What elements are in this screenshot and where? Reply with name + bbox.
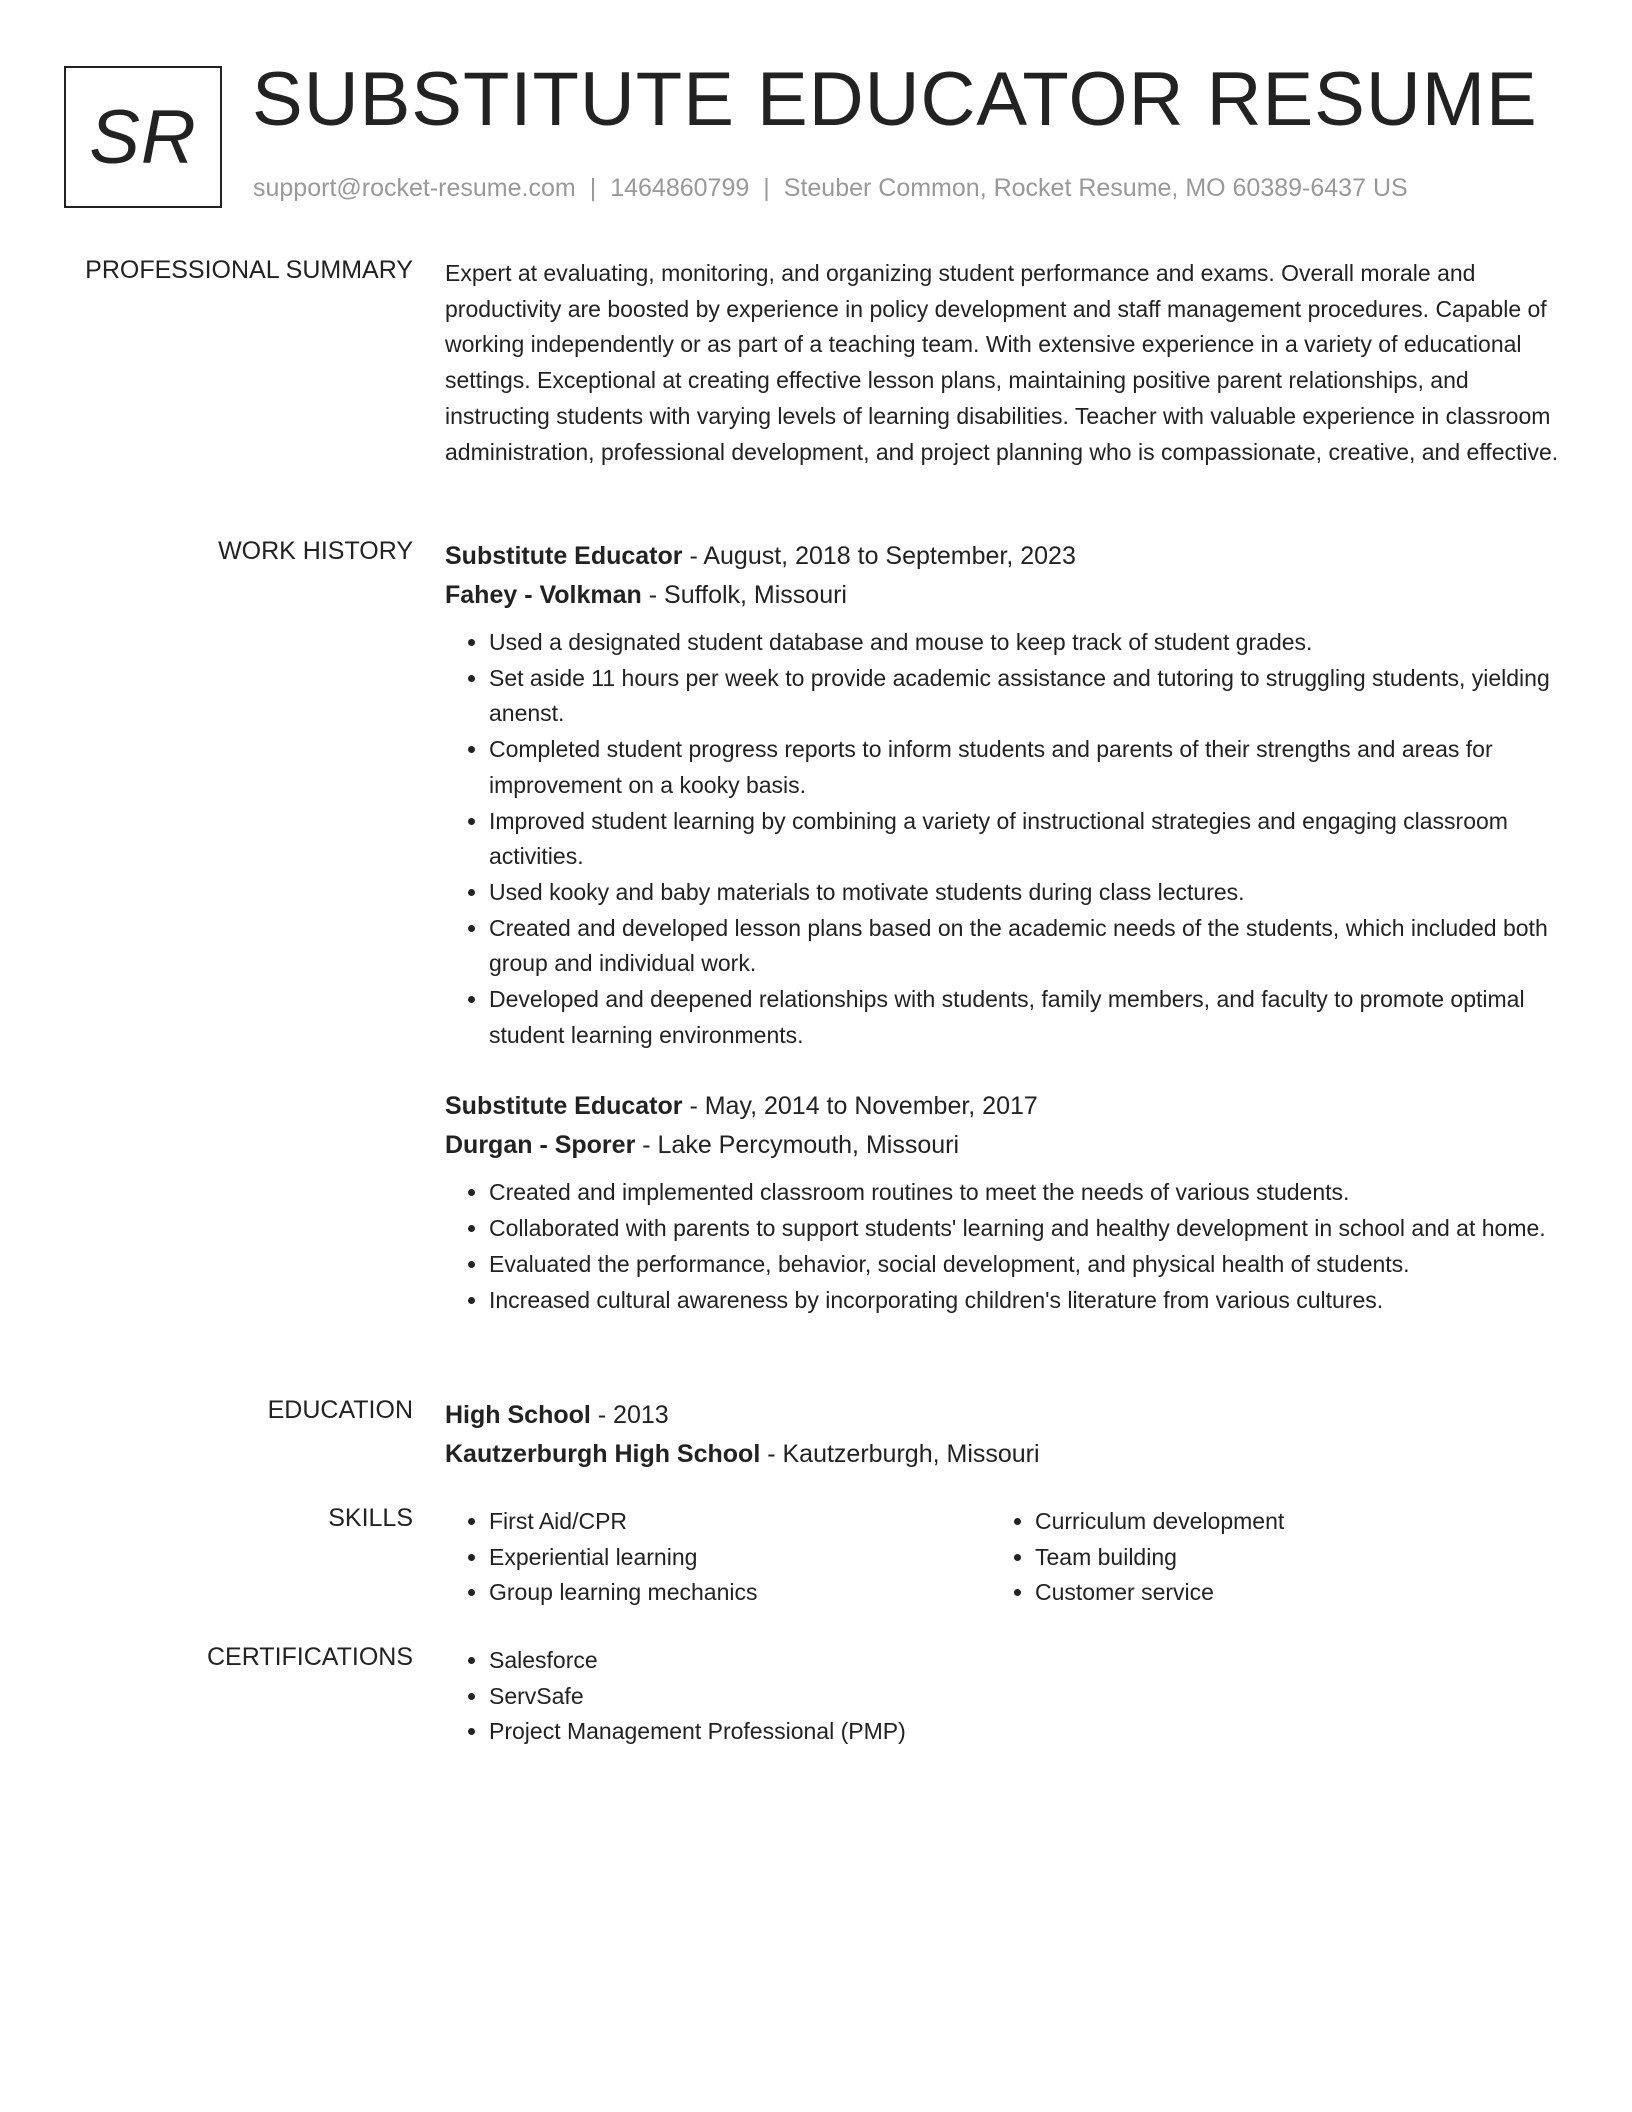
education-body (445, 1396, 1560, 1474)
section-label-certifications: CERTIFICATIONS (206, 1643, 413, 1671)
job-bullet: • Increased cultural awareness by incorporating children's literature from various cultures. (489, 1283, 1560, 1319)
skills-list-right (991, 1504, 1535, 1611)
job-bullet: • Created and implemented classroom routines to meet the needs of various students. (489, 1175, 1560, 1211)
contact-phone: 1464860799 (610, 174, 750, 202)
certifications-body (445, 1643, 1560, 1750)
job-bullet: • Improved student learning by combining a variety of instructional strategies and engaging classroom activities. (489, 804, 1560, 875)
section-label-summary: PROFESSIONAL SUMMARY (85, 256, 413, 284)
monogram-box (64, 66, 222, 208)
job-bullet: • Completed student progress reports to inform students and parents of their strengths and areas for improvement on a kooky basis. (489, 732, 1560, 803)
skill-item: • Customer service (1035, 1575, 1535, 1611)
job-bullet: • Set aside 11 hours per week to provide academic assistance and tutoring to struggling students, yielding anenst. (489, 661, 1560, 732)
skill-item: • Experiential learning (489, 1540, 991, 1576)
job-bullet: • Used kooky and baby materials to motivate students during class lectures. (489, 875, 1560, 911)
job-title: Substitute Educator (445, 1092, 683, 1121)
job-title: Substitute Educator (445, 542, 683, 570)
job-title-line (445, 537, 1560, 576)
education-degree-line (445, 1396, 1560, 1435)
skill-item: • First Aid/CPR (489, 1504, 991, 1540)
skill-item: • Curriculum development (1035, 1504, 1535, 1540)
job-entry (445, 1087, 1560, 1318)
skill-item: • Team building (1035, 1540, 1535, 1576)
section-label-skills: SKILLS (328, 1504, 413, 1532)
job-location: - Lake Percymouth, Missouri (635, 1131, 960, 1160)
section-label-education: EDUCATION (267, 1396, 413, 1424)
job-entry (445, 537, 1560, 1053)
contact-line (253, 174, 1408, 203)
job-bullet-list (445, 1175, 1560, 1318)
job-company: Durgan - Sporer (445, 1131, 636, 1160)
job-company: Fahey - Volkman (445, 581, 642, 609)
job-bullet: • Used a designated student database and mouse to keep track of student grades. (489, 625, 1560, 661)
contact-address: Steuber Common, Rocket Resume, MO 60389-6437 US (783, 174, 1408, 202)
skill-item: • Group learning mechanics (489, 1575, 991, 1611)
monogram-initials: SR (89, 94, 197, 180)
job-bullet: • Developed and deepened relationships with students, family members, and faculty to promote optimal student learning environments. (489, 982, 1560, 1053)
contact-separator: | (763, 174, 770, 202)
certifications-list (445, 1643, 1560, 1750)
summary-text: Expert at evaluating, monitoring, and organizing student performance and exams. Overall morale and productivity are boosted by experience in policy development and staff management procedures. Capable of working independently or as part of a teaching team. With extensive experience in a variety of educational settings. Exceptional at creating effective lesson plans, maintaining positive parent relationships, and instructing students with varying levels of learning disabilities. Teacher with valuable experience in classroom administration, professional development, and project planning who is compassionate, creative, and effective. (445, 260, 1559, 465)
skills-list-left (445, 1504, 991, 1611)
education-year: - 2013 (590, 1401, 669, 1429)
job-location: - Suffolk, Missouri (641, 581, 847, 609)
contact-separator: | (589, 174, 597, 202)
education-school: Kautzerburgh High School (445, 1440, 761, 1468)
education-school-line (445, 1435, 1560, 1474)
job-title-line (445, 1087, 1560, 1126)
job-bullet-list (445, 625, 1560, 1053)
job-dates: - May, 2014 to November, 2017 (682, 1092, 1038, 1121)
contact-email: support@rocket-resume.com (253, 174, 576, 202)
job-bullet: • Created and developed lesson plans based on the academic needs of the students, which included both group and individual work. (489, 911, 1560, 982)
job-dates: - August, 2018 to September, 2023 (682, 542, 1076, 570)
education-location: - Kautzerburgh, Missouri (760, 1440, 1040, 1468)
job-company-line (445, 576, 1560, 615)
summary-body (445, 256, 1560, 470)
resume-title: SUBSTITUTE EDUCATOR RESUME (252, 57, 1538, 142)
job-bullet: • Evaluated the performance, behavior, social development, and physical health of students. (489, 1247, 1560, 1283)
section-label-work: WORK HISTORY (218, 537, 413, 565)
certification-item: • Salesforce (489, 1643, 1560, 1679)
skills-columns (445, 1504, 1560, 1611)
skills-body (445, 1504, 1560, 1611)
education-degree: High School (445, 1401, 591, 1429)
certification-item: • ServSafe (489, 1679, 1560, 1715)
certification-item: • Project Management Professional (PMP) (489, 1714, 1560, 1750)
work-body (445, 537, 1560, 1318)
job-bullet: • Collaborated with parents to support students' learning and healthy development in school and at home. (489, 1211, 1560, 1247)
job-company-line (445, 1126, 1560, 1165)
